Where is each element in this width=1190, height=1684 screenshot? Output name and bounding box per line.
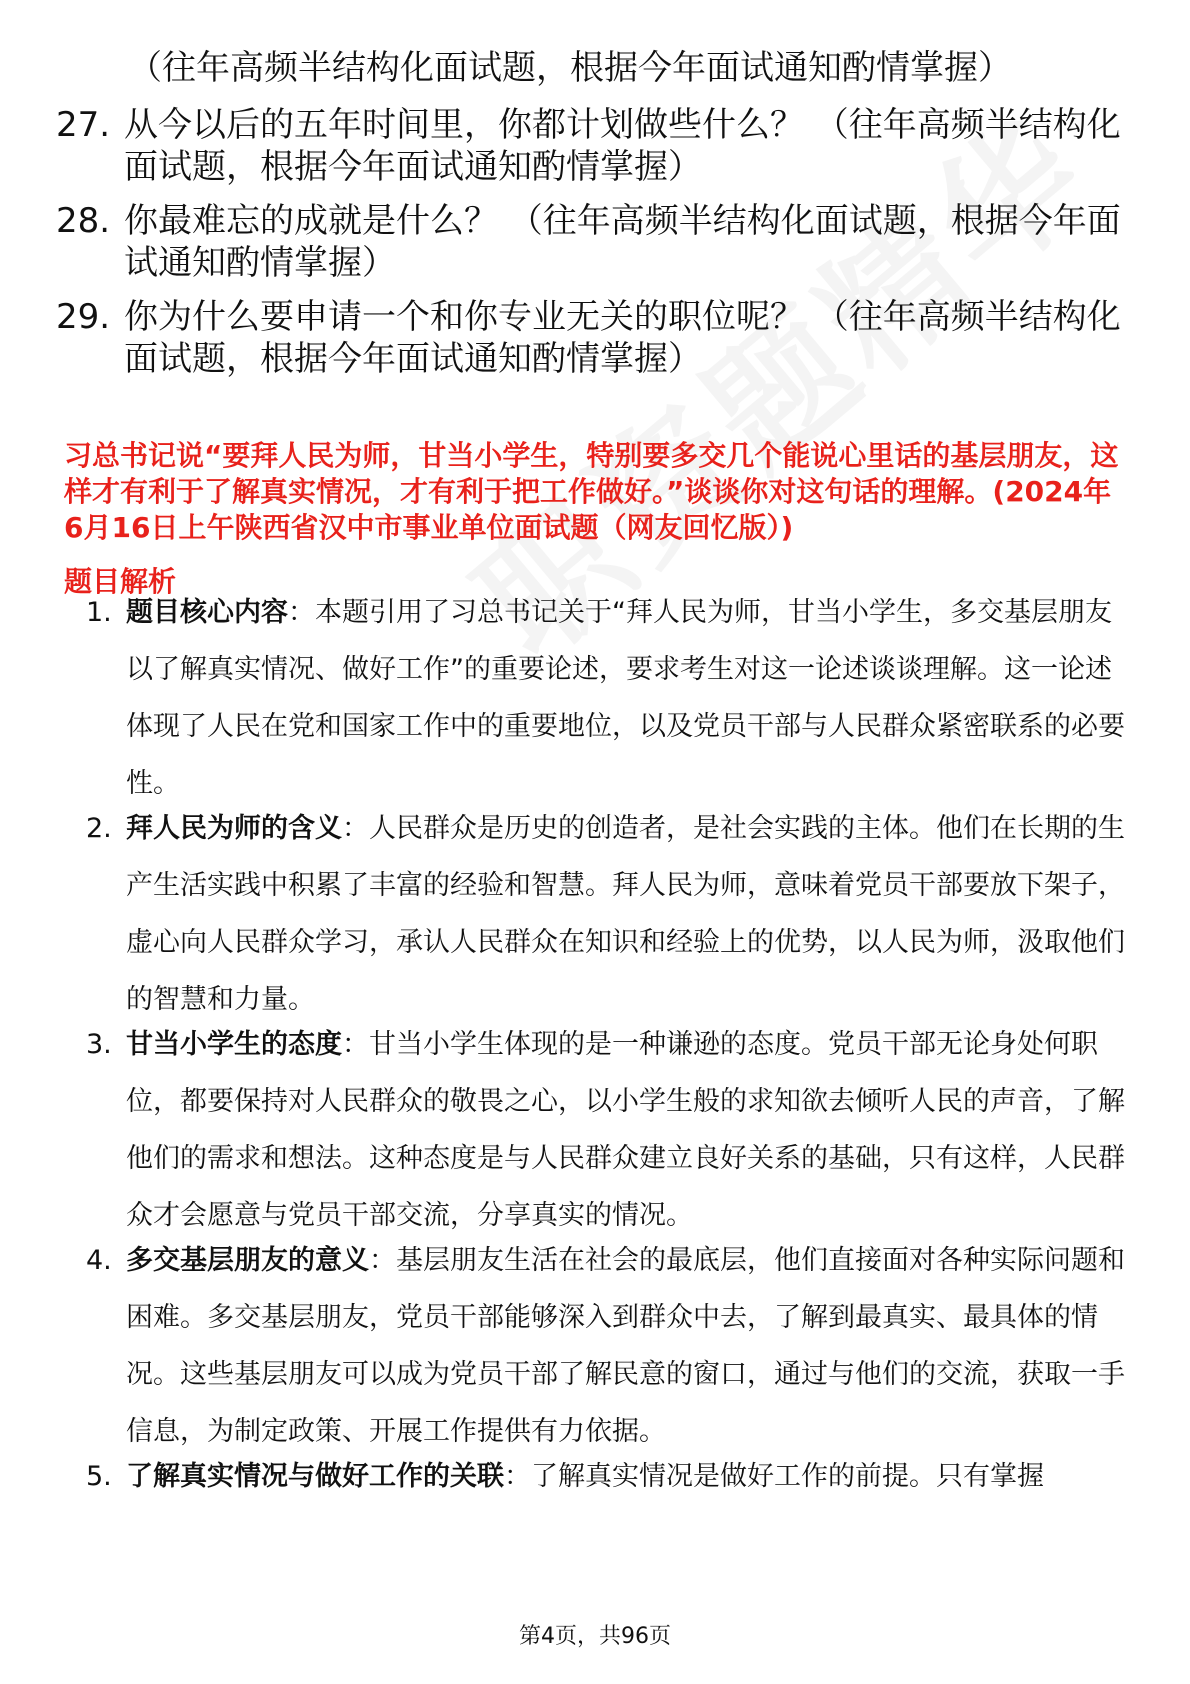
analysis-item-4 bbox=[86, 1232, 1131, 1460]
question-26-continuation: （往年高频半结构化面试题，根据今年面试通知酌情掌握） bbox=[128, 48, 1012, 88]
item-number: 4. bbox=[86, 1245, 112, 1276]
item-heading: 了解真实情况与做好工作的关联 bbox=[126, 1461, 504, 1492]
item-number: 3. bbox=[86, 1029, 112, 1060]
item-text: ：了解真实情况是做好工作的前提。只有掌握 bbox=[504, 1461, 1044, 1492]
analysis-item-2 bbox=[86, 800, 1131, 1028]
section-title: 题目解析 bbox=[64, 565, 177, 598]
analysis-item-5 bbox=[86, 1448, 1131, 1505]
question-text: 你为什么要申请一个和你专业无关的职位呢？ （往年高频半结构化面试题，根据今年面试通知酌情掌握） bbox=[124, 297, 1121, 379]
item-number: 2. bbox=[86, 813, 112, 844]
question-29 bbox=[56, 296, 1146, 380]
question-text: 从今以后的五年时间里，你都计划做些什么？ （往年高频半结构化面试题，根据今年面试通知酌情掌握） bbox=[124, 105, 1121, 187]
item-text: ：甘当小学生体现的是一种谦逊的态度。党员干部无论身处何职位，都要保持对人民群众的敬畏之心，以小学生般的求知欲去倾听人民的声音，了解他们的需求和想法。这种态度是与人民群众建立良好关系的基础，只有这样，人民群众才会愿意与党员干部交流，分享真实的情况。 bbox=[126, 1029, 1125, 1231]
item-text: ：本题引用了习总书记关于“拜人民为师，甘当小学生，多交基层朋友以了解真实情况、做好工作”的重要论述，要求考生对这一论述谈谈理解。这一论述体现了人民在党和国家工作中的重要地位，以及党员干部与人民群众紧密联系的必要性。 bbox=[126, 597, 1125, 799]
item-text: ：人民群众是历史的创造者，是社会实践的主体。他们在长期的生产生活实践中积累了丰富的经验和智慧。拜人民为师，意味着党员干部要放下架子，虚心向人民群众学习，承认人民群众在知识和经验上的优势，以人民为师，汲取他们的智慧和力量。 bbox=[126, 813, 1125, 1015]
featured-question: 习总书记说“要拜人民为师，甘当小学生，特别要多交几个能说心里话的基层朋友，这样才有利于了解真实情况，才有利于把工作做好。”谈谈你对这句话的理解。(2024年6月16日上午陕西省汉中市事业单位面试题（网友回忆版）) bbox=[64, 439, 1119, 544]
question-text: 你最难忘的成就是什么？ （往年高频半结构化面试题，根据今年面试通知酌情掌握） bbox=[124, 201, 1121, 283]
question-number: 29. bbox=[56, 297, 111, 337]
question-28 bbox=[56, 200, 1146, 284]
question-number: 28. bbox=[56, 201, 111, 241]
analysis-item-1 bbox=[86, 584, 1131, 812]
item-heading: 多交基层朋友的意义 bbox=[126, 1245, 369, 1276]
question-number: 27. bbox=[56, 105, 111, 145]
item-number: 1. bbox=[86, 597, 112, 628]
analysis-item-3 bbox=[86, 1016, 1131, 1244]
item-heading: 题目核心内容 bbox=[126, 597, 288, 628]
item-heading: 拜人民为师的含义 bbox=[126, 813, 342, 844]
page-number: 第4页，共96页 bbox=[519, 1624, 671, 1649]
item-number: 5. bbox=[86, 1461, 112, 1492]
item-text: ：基层朋友生活在社会的最底层，他们直接面对各种实际问题和困难。多交基层朋友，党员干部能够深入到群众中去，了解到最真实、最具体的情况。这些基层朋友可以成为党员干部了解民意的窗口，通过与他们的交流，获取一手信息，为制定政策、开展工作提供有力依据。 bbox=[126, 1245, 1125, 1447]
item-heading: 甘当小学生的态度 bbox=[126, 1029, 342, 1060]
question-27 bbox=[56, 104, 1146, 188]
